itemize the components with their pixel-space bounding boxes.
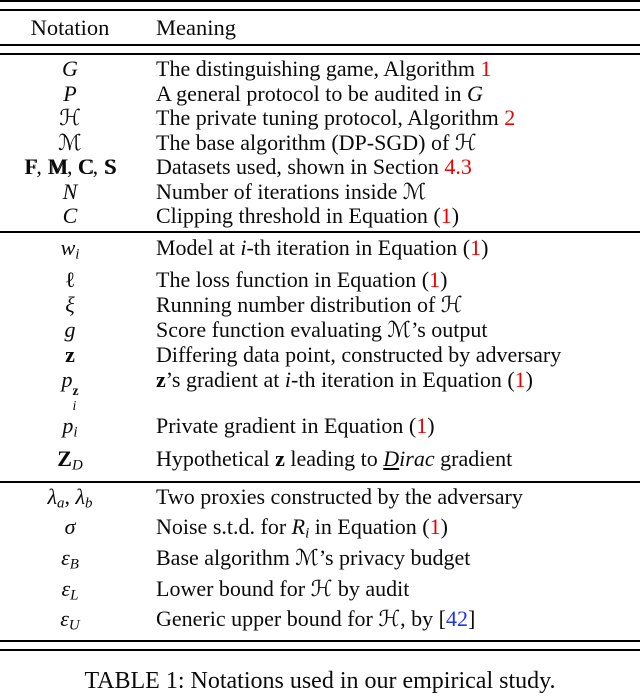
meaning-cell [156,446,640,479]
notation-cell [0,446,140,479]
text-segment: C C [78,155,93,180]
text-segment: Number of iterations inside [156,178,403,204]
text-segment: R [291,514,306,540]
text-segment: D [71,457,83,474]
text-segment: Noise s.t.d. for [156,514,292,540]
table-section-protocols [0,55,640,231]
text-segment: B [69,556,79,573]
text-segment: 2 [504,105,516,130]
table-row [0,317,640,342]
text-segment: p [61,367,73,393]
notation-cell [0,607,140,638]
text-segment: Score function evaluating [156,317,388,343]
meaning-cell [156,515,640,546]
text-segment: i [284,367,292,393]
text-segment: λ [75,483,86,509]
text-segment: a [57,495,65,512]
table-rule-bottom-double [0,640,640,651]
notation-cell [0,515,140,546]
meaning-cell [156,267,640,292]
text-segment: g [64,317,76,343]
text-segment: ) [481,234,489,260]
meaning-cell [156,204,640,229]
notation-cell [0,317,140,342]
text-segment: G [62,56,78,81]
text-segment: 1 [480,56,492,81]
text-segment: -th iteration in Equation ( [246,234,471,260]
text-segment: G [466,80,483,106]
table-row [0,155,640,180]
text-segment: ε [61,544,70,570]
meaning-cell [156,413,640,446]
text-segment: Running number distribution of [156,292,441,318]
meaning-cell [156,235,640,268]
text-segment: irac [399,445,435,471]
text-segment: ℳ [387,317,412,343]
text-segment: ε [61,575,71,601]
text-segment: N [62,178,78,204]
text-segment: b [85,495,93,512]
table-row [0,267,640,292]
text-segment: ℳ [402,178,427,204]
table-row [0,235,640,268]
text-segment: by audit [332,575,410,601]
text-segment: Clipping threshold in Equation ( [156,203,441,228]
text-segment: ) [451,203,460,228]
text-segment: Datasets used, shown in Section [156,154,445,179]
table-rule-header-double [0,44,640,55]
text-segment: 1 [470,234,482,260]
text-segment: , [66,154,78,179]
text-segment: in Equation ( [309,514,430,540]
table-row [0,546,640,577]
table-row [0,180,640,205]
text-segment: i [72,397,77,413]
notation-cell [0,342,140,367]
text-segment: Differing data point, constructed by adversary [156,342,562,368]
meaning-cell [156,131,640,156]
table-row [0,413,640,446]
table-header-row [0,11,640,44]
text-segment: ) [427,413,435,439]
text-segment: ℋ [454,129,477,155]
text-segment: ℋ [59,105,81,130]
notation-cell [0,267,140,292]
table-row [0,292,640,317]
table-row [0,607,640,638]
text-segment: ) [440,514,448,540]
text-segment: 1 [416,413,428,439]
text-segment: gradient [434,445,513,471]
notation-cell [0,367,140,413]
text-segment: ℋ [440,292,463,318]
notation-cell [0,577,140,608]
column-header-meaning: Meaning [156,15,236,40]
text-segment: leading to [284,445,384,471]
notation-cell [0,82,140,107]
text-segment: ’s gradient at [165,367,285,393]
text-segment: i [75,246,80,263]
notation-cell [0,292,140,317]
text-segment: M M [47,155,67,180]
meaning-cell [156,155,640,180]
notation-cell [0,131,140,156]
text-segment: Model at [156,234,241,260]
text-segment: ) [525,367,533,393]
notation-cell [0,413,140,446]
text-segment: i [73,424,78,441]
text-segment: Private gradient in Equation ( [156,413,417,439]
text-segment: i [305,525,310,542]
text-segment: -th iteration in Equation ( [291,367,515,393]
table-row [0,577,640,608]
text-segment: A general protocol to be audited in [156,80,467,106]
text-segment: Generic upper bound for [156,606,379,632]
meaning-cell [156,367,640,413]
text-segment: 42 [445,606,468,632]
text-segment: z [72,383,79,399]
text-segment: Lower bound for [156,575,311,601]
table-row [0,204,640,229]
text-segment: ’s privacy budget [318,544,471,570]
text-segment: , [92,154,104,179]
text-segment: 4.3 [444,154,472,179]
sub-sup-stack [72,384,78,413]
text-segment: z [275,445,285,471]
table-row [0,485,640,516]
table-row [0,515,640,546]
text-segment: ℋ [378,606,401,632]
meaning-cell [156,292,640,317]
text-segment: p [62,413,74,439]
notation-cell [0,235,140,268]
text-segment: 1 [429,267,441,293]
text-segment: , [64,483,76,509]
text-segment: D [383,445,400,471]
meaning-cell [156,342,640,367]
notation-cell [0,57,140,82]
text-segment: ℓ [64,267,76,293]
text-segment: Hypothetical [156,445,276,471]
text-segment: C [62,203,78,228]
notation-cell [0,155,140,180]
table-section-privacy [0,483,640,641]
table-row [0,446,640,479]
meaning-cell [156,180,640,205]
text-segment: ξ [65,292,75,318]
text-segment: L [70,587,79,604]
notation-cell [0,546,140,577]
text-segment: w [60,234,76,260]
text-segment: U [68,618,80,635]
text-segment: λ [47,483,58,509]
text-segment: ℳ [295,544,319,570]
text-segment: ’s output [411,317,488,343]
text-segment: ) [440,267,448,293]
text-segment: , [36,154,48,179]
text-segment: 1 [429,514,441,540]
meaning-cell [156,577,640,608]
text-segment: Base algorithm [156,544,296,570]
column-header-notation: Notation [30,15,110,40]
text-segment: , by [ [400,606,446,632]
text-segment: ε [60,606,69,632]
notation-cell [0,485,140,516]
table-row [0,342,640,367]
meaning-cell [156,485,640,516]
notation-cell [0,180,140,205]
table-row [0,82,640,107]
meaning-cell [156,57,640,82]
table-row [0,57,640,82]
text-segment: σ [64,514,76,540]
meaning-cell [156,82,640,107]
text-segment: 1 [514,367,526,393]
table-caption: TABLE 1: Notations used in our empirical study. [84,668,556,695]
text-segment: ℋ [310,575,333,601]
table-section-training [0,233,640,481]
text-segment: z [65,342,75,368]
notation-cell [0,106,140,131]
meaning-cell [156,106,640,131]
text-segment: The base algorithm (DP-SGD) of [156,129,455,155]
text-segment: The private tuning protocol, Algorithm [156,105,505,130]
table-row [0,106,640,131]
text-segment: The distinguishing game, Algorithm [156,56,481,81]
text-segment: Z [57,445,72,471]
text-segment: z [156,367,166,393]
text-segment: Two proxies constructed by the adversary [156,483,523,509]
meaning-cell [156,607,640,638]
text-segment: ℳ [58,129,82,155]
text-segment: P [63,80,77,106]
text-segment: 1 [440,203,452,228]
table-rule-top-double [0,0,640,11]
text-segment: F F [24,155,36,180]
notation-cell [0,204,140,229]
meaning-cell [156,546,640,577]
table-row [0,367,640,413]
text-segment: The loss function in Equation ( [156,267,430,293]
table-row [0,131,640,156]
meaning-cell [156,317,640,342]
text-segment: S S [104,155,116,180]
text-segment: i [240,234,247,260]
text-segment: ] [467,606,476,632]
